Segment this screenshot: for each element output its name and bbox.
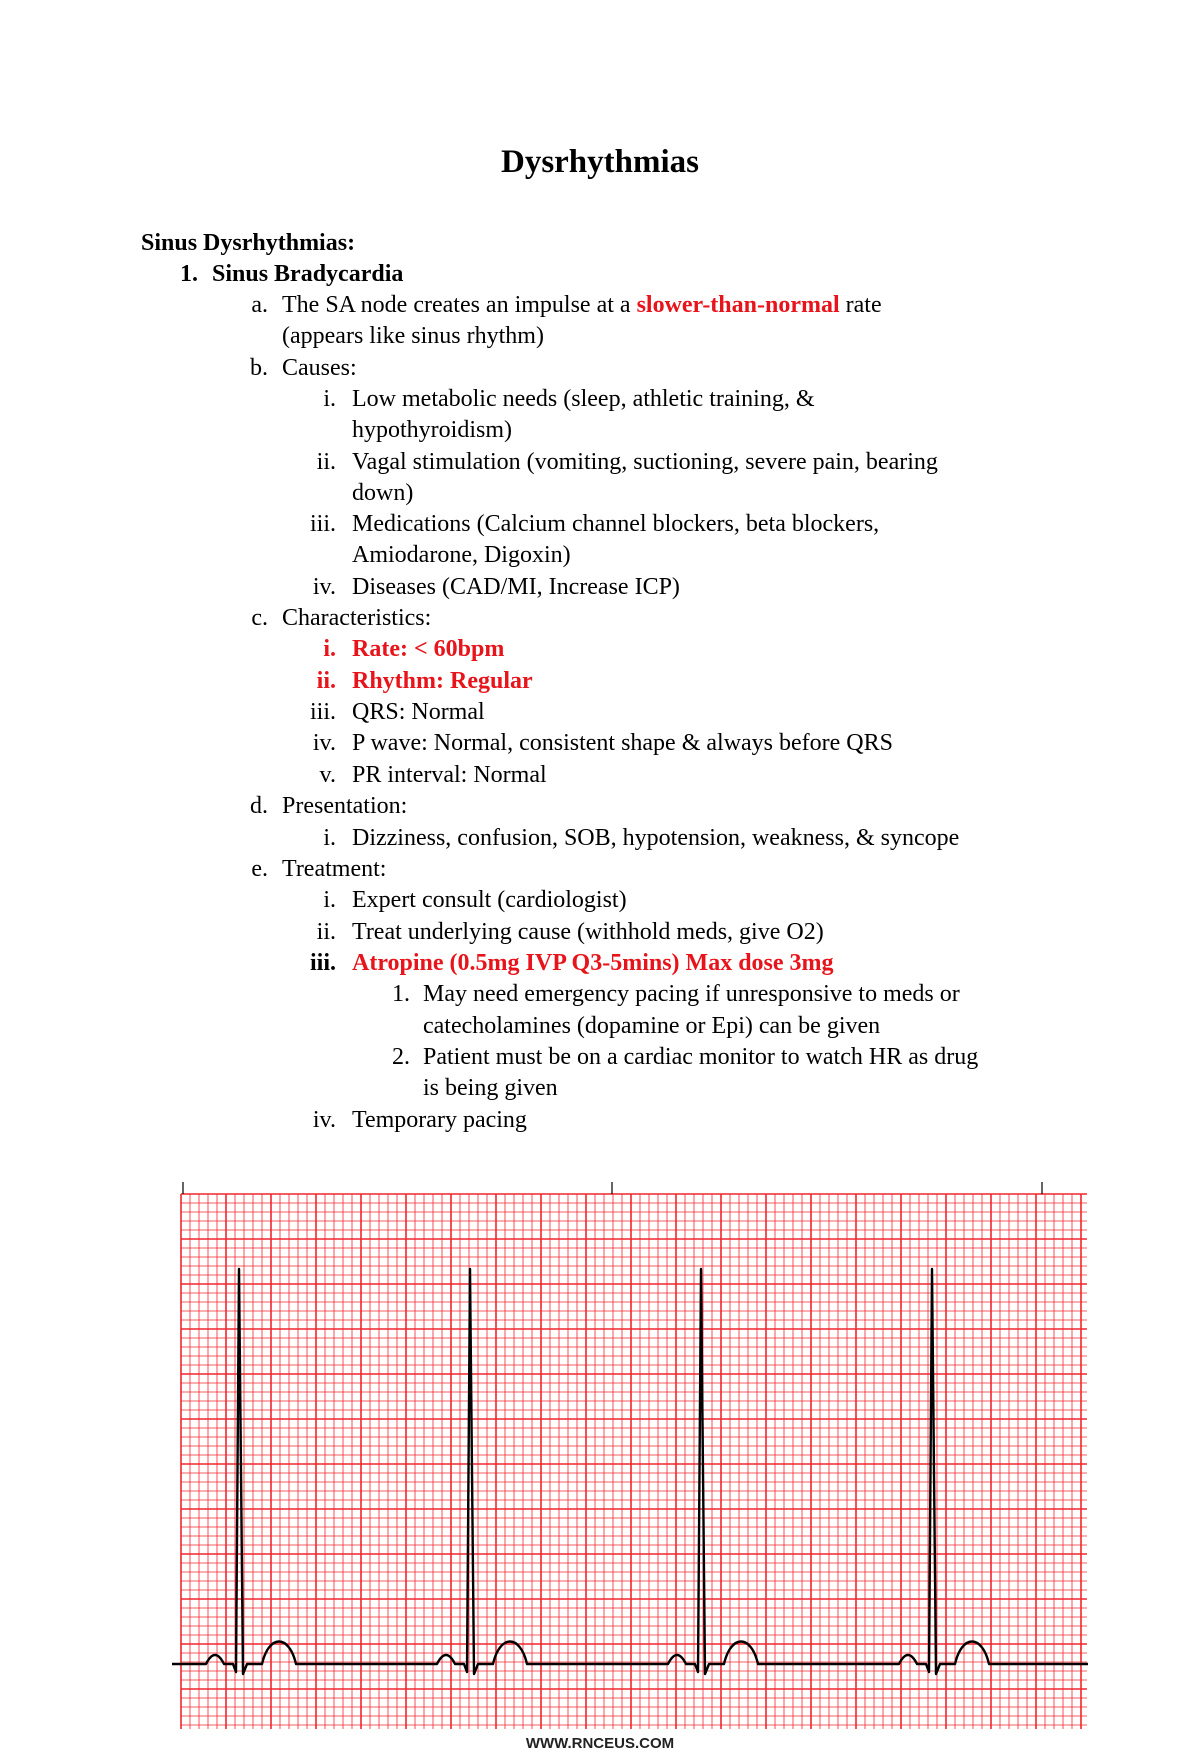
list-marker: b. [250,355,268,381]
ecg-paper [181,1194,1087,1729]
list-marker: iv. [312,1107,336,1133]
ecg-strip [172,1178,1088,1734]
text-before-highlight: The SA node creates an impulse at a [282,292,637,318]
list-marker: ii. [316,668,336,694]
list-marker: i. [323,825,336,851]
list-marker: e. [251,856,268,882]
item-label: Characteristics: [282,605,432,631]
list-marker: a. [251,292,268,318]
list-marker: iv. [312,574,336,600]
list-marker: 1. [392,981,410,1007]
item-text-continued: is being given [423,1075,558,1101]
item-text: Temporary pacing [352,1107,527,1133]
item-text: PR interval: Normal [352,762,547,788]
item-text-continued: hypothyroidism) [352,417,512,443]
section-heading: Sinus Dysrhythmias: [141,230,356,256]
list-marker: i. [323,887,336,913]
highlight-text: slower-than-normal [636,292,840,318]
item-text: QRS: Normal [352,699,485,725]
item-text: Treat underlying cause (withhold meds, give O2) [352,919,824,945]
item-text: Atropine (0.5mg IVP Q3-5mins) Max dose 3mg [352,950,834,976]
list-marker: i. [323,636,336,662]
item-text: Rhythm: Regular [352,668,533,694]
list-marker: iv. [312,730,336,756]
item-label: Presentation: [282,793,408,819]
list-marker: d. [250,793,268,819]
item-text: Expert consult (cardiologist) [352,887,627,913]
list-marker: ii. [316,919,336,945]
list-marker: i. [323,386,336,412]
text-after-highlight: rate [839,292,882,318]
item-text-continued: down) [352,480,414,506]
item-label: Treatment: [282,856,387,882]
item-label: Causes: [282,355,357,381]
item-text: Dizziness, confusion, SOB, hypotension, weakness, & syncope [352,825,960,851]
item-text: Low metabolic needs (sleep, athletic training, & [352,386,815,412]
item-heading: Sinus Bradycardia [212,261,404,287]
list-marker: 2. [392,1044,410,1070]
watermark: WWW.RNCEUS.COM [525,1735,675,1752]
item-text: Rate: < 60bpm [352,636,505,662]
list-marker: iii. [309,950,336,976]
list-marker: v. [319,762,336,788]
item-text-continued: Amiodarone, Digoxin) [352,542,571,568]
item-text: Diseases (CAD/MI, Increase ICP) [352,574,680,600]
list-marker: iii. [309,511,336,537]
list-marker: iii. [309,699,336,725]
item-text-continued: (appears like sinus rhythm) [282,323,544,349]
item-text: May need emergency pacing if unresponsive to meds or [423,981,960,1007]
list-marker: c. [251,605,268,631]
ecg-time-ticks [183,1182,1042,1194]
item-text: P wave: Normal, consistent shape & always before QRS [352,730,893,756]
list-marker: ii. [316,449,336,475]
item-text [282,290,882,321]
item-text: Medications (Calcium channel blockers, beta blockers, [352,511,880,537]
item-text-continued: catecholamines (dopamine or Epi) can be given [423,1013,881,1039]
list-marker: 1. [180,261,198,287]
page-title: Dysrhythmias [500,144,700,180]
item-text: Vagal stimulation (vomiting, suctioning, severe pain, bearing [352,449,938,475]
item-text: Patient must be on a cardiac monitor to watch HR as drug [423,1044,979,1070]
